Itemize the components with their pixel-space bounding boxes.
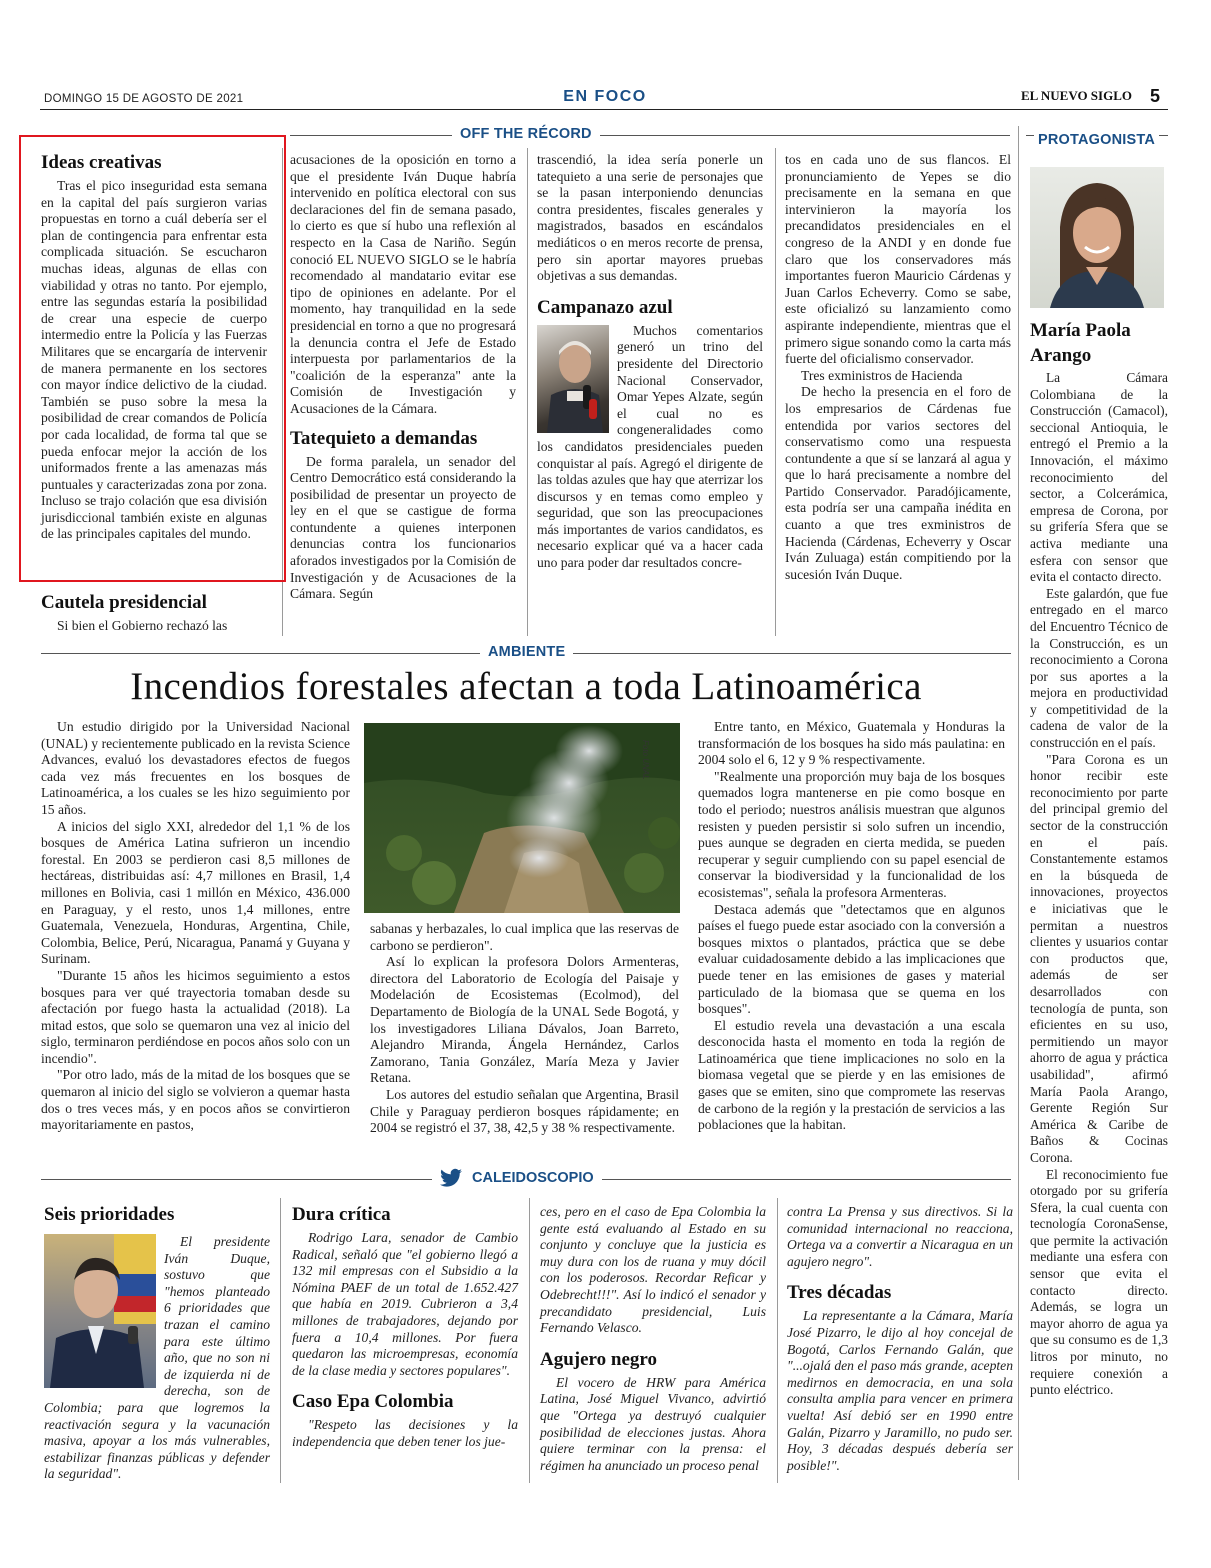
cautela-text: Si bien el Gobierno rechazó las xyxy=(57,618,228,633)
protagonista-label: PROTAGONISTA xyxy=(1034,132,1159,148)
otr-divider-2 xyxy=(527,148,528,636)
otr-col3-text: trascendió, la idea sería ponerle un tatequieto a una serie de personajes que se la pasan interponiendo denuncias contra presidentes, fiscales generales y magistrados, basados en escándalos mediáticos o en meros recorte de prensa, pero sin aportar mayores pruebas objetivas a sus demandas. xyxy=(537,152,763,284)
seis-prioridades-title: Seis prioridades xyxy=(44,1204,175,1225)
cautela-block xyxy=(41,592,267,635)
cal-divider-1 xyxy=(280,1198,281,1483)
otr-column-4 xyxy=(785,152,1011,583)
campanazo-title: Campanazo azul xyxy=(537,296,673,318)
agujero-negro-text: El vocero de HRW para América Latina, José Miguel Vivanco, advirtió que "Ortega ya destruyó cualquier posibilidad de elecciones justas. Ahora quiere terminar con la prensa: el régimen ha anunciado un proceso penal xyxy=(540,1374,766,1473)
cal-column-1 xyxy=(44,1204,270,1483)
ideas-creativas-body xyxy=(41,178,267,543)
otr-column-3 xyxy=(537,152,763,572)
cal-col4-text: contra La Prensa y sus directivos. Si la comunidad internacional no reacciona, Ortega va a convertir a Nicaragua en un agujero negro". xyxy=(787,1204,1013,1269)
ambiente-col3-p4: El estudio revela una devastación a una escala desconocida hasta el momento en toda la región de Latinoamérica que tiene implicaciones no solo en la biomasa vegetal que se pierde y en las emisiones de gases que se emiten, sino que compromete las reservas de carbono de la región y la prestación de servicios a las poblaciones que la habitan. xyxy=(698,1017,1005,1133)
ideas-creativas-text: Tras el pico inseguridad esta semana en la capital del país surgieron varias propuestas en torno a cuál debería ser el plan de contingencia para enfrentar esta complicada situación. Se escucharon muchas ideas, algunas de ellas con viabilidad y otras no tanto. Por ejemplo, entre las segundas estaría la posibilidad de crear una especie de cuerpo intermedio entre la Policía y las Fuerzas Militares que se encargaría de intervenir de manera permanente en los sectores con mayor índice delictivo de la ciudad. También se puso sobre la mesa la posibilidad de crear comandos de Policía por cada localidad, de forma tal que se pueda enfocar mejor la acción de los uniformados frente a las amenazas más puntuales y caracterizadas zona por zona. Incluso se trajo colación que esa división jurisdiccional también existe en algunas de las principales capitales del mundo. xyxy=(41,178,267,542)
ambiente-col2-p1: sabanas y herbazales, lo cual implica que las reservas de carbono se perdieron". xyxy=(370,921,679,953)
off-the-record-rule xyxy=(290,135,1010,136)
ambiente-label: AMBIENTE xyxy=(480,644,573,660)
cal-column-3 xyxy=(540,1204,766,1474)
otr-col4-text: tos en cada uno de sus flancos. El pronunciamiento de Yepes se dio precisamente en la semana en que intervinieron la mayoría los precandidatos presidenciales en el congreso de la ANDI y en donde fue claro que los conservadores más importantes fueron Mauricio Cárdenas y Juan Carlos Echeverry. Como se sabe, este oficializó su lanzamiento como aspirante independiente, mientras que el primero sigue sonando como la carta más fuerte del oficialismo conservador. xyxy=(785,152,1011,367)
twitter-bird-icon xyxy=(440,1168,462,1188)
otr-column-2 xyxy=(290,152,516,603)
off-the-record-label: OFF THE RÉCORD xyxy=(452,126,600,142)
protagonista-name: María Paola Arango xyxy=(1030,320,1131,366)
forest-fire-photo xyxy=(364,723,680,913)
omar-yepes-photo xyxy=(537,325,609,433)
ambiente-col3-p2: "Realmente una proporción muy baja de los bosques quemados logra mantenerse en pie como bosque en todo el periodo; nuestros análisis muestran que algunos resisten y pueden persistir si solo sufren un incendio, pues aunque se degraden en cierta medida, se pueden recuperar y seguir cumpliendo con su papel esencial de conservar la biodiversidad y la funcionalidad de los ecosistemas", señala la profesora Armenteras. xyxy=(698,768,1005,900)
ambiente-col1-p2: A inicios del siglo XXI, alrededor del 1,1 % de los bosques de América Latina sufrieron un incendio forestal. En 2003 se perdieron casi 8,5 millones de hectáreas, distribuidas así: 4,7 millones en Brasil, 1,4 millones en Bolivia, casi 1 millón en México, 436.000 en Paraguay, y el resto, unos 1,4 millones, entre Guatemala, Venezuela, Honduras, Argentina, Chile, Colombia, Belice, Perú, Nicaragua, Panamá y Guyana y Surinam. xyxy=(41,818,350,967)
tres-decadas-title: Tres décadas xyxy=(787,1282,892,1304)
protagonista-p4: El reconocimiento fue otorgado por su grifería Sfera, la cual cuenta con tecnología CoronaSense, que permite la activación mediante una esfera con sensor que evita el contacto directo. Además, se logra un mayor ahorro de agua ya que su consumo es de 1,3 litros por minuto, no requiere conexión a punto eléctrico. xyxy=(1030,1166,1168,1398)
cal-col3-text: ces, pero en el caso de Epa Colombia la gente está evaluando al Estado en su conjunto y concluye que la justicia es muy dura con los de ruana y muy dócil con los poderosos. Recordar Reficar y Odebrecht!!!". Así lo indicó el senador y precandidato presidencial, Luis Fernando Velasco. xyxy=(540,1204,766,1336)
otr-col4-subhead: Tres exministros de Hacienda xyxy=(801,367,963,383)
otr-col4-text-b: De hecho la presencia en el foro de los empresarios de Cárdenas fue entendida por varios sectores del conservatismo como una respuesta contundente a que sí se lanzará al agua y que lo hará precisamente a nombre del Partido Conservador. Paradójicamente, esta podría ser una campaña inédita en cuanto a que tres exministros de Hacienda (Cárdenas, Echeverry y Oscar Iván Zuluaga) están compitiendo por la sucesión Iván Duque. xyxy=(785,384,1011,582)
tatequieto-text: De forma paralela, un senador del Centro Democrático está considerando la posibilidad de presentar un proyecto de ley en el que se castigue de forma contundente a quienes interponen denuncias contra los funcionarios aforados investigados por la Comisión de Investigación y de Acusaciones de la Cámara. Según xyxy=(290,453,516,602)
header-section: EN FOCO xyxy=(563,88,647,105)
ambiente-col2-p3: Los autores del estudio señalan que Argentina, Brasil Chile y Paraguay perdieron bosques rápidamente; en 2004 se registró el 37, 38, 42,5 y 38 % respectivamente. xyxy=(370,1086,679,1136)
protagonista-p2: Este galardón, que fue entregado en el marco del Encuentro Técnico de la Construcción, es un reconocimiento a Corona por sus aportes a la mejora en productividad y competitividad de la cadena de valor de la construcción en el país. xyxy=(1030,585,1168,751)
dura-critica-title: Dura crítica xyxy=(292,1204,391,1225)
otr-column-1 xyxy=(41,152,267,543)
caso-epa-colombia-title: Caso Epa Colombia xyxy=(292,1391,454,1413)
ambiente-col1-p1: Un estudio dirigido por la Universidad Nacional (UNAL) y recientemente publicado en la revista Science Advances, evaluó los devastadores efectos de fuegos cada vez más frecuentes en los bosques de Latinoamérica, a los cuales se les hizo seguimiento por 15 años. xyxy=(41,719,350,817)
ambiente-col1-p4: "Por otro lado, más de la mitad de los bosques que se quemaron al inicio del siglo se volvieron a quemar hasta dos o tres veces más, y en pocos años se convirtieron mayoritariamente en pastos, xyxy=(41,1067,350,1133)
cautela-title: Cautela presidencial xyxy=(41,592,207,613)
ambiente-col2-p2: Así lo explican la profesora Dolors Armenteras, directora del Laboratorio de Ecología del Paisaje y Modelación de Ecosistemas (Ecolmod), del Departamento de Biología de la UNAL Sede Bogotá, y los investigadores Liliana Dávalos, Joan Barreto, Alejandro Miranda, Ángela Hernández, Carlos Zamorano, Tania González, María Meza y Javier Retana. xyxy=(370,954,679,1086)
ideas-creativas-title: Ideas creativas xyxy=(41,152,162,173)
protagonista-p3: "Para Corona es un honor recibir este reconocimiento por parte del principal gremio del sector de la construcción en el país. Constantemente estamos en la búsqueda de innovaciones, proyectos e iniciativas que le permitan a nuestros clientes y usuarios contar con productos que, además de ser desarrollados con tecnología de punta, son eficientes en su uso, permitiendo un mayor ahorro de agua y práctica usabilidad", afirmó María Paola Arango, Gerente Región Sur América & Caribe de Baños & Cocinas Corona. xyxy=(1030,751,1168,1165)
agujero-negro-title: Agujero negro xyxy=(540,1348,657,1370)
ambiente-column-3 xyxy=(698,719,1005,1134)
header-paper-name: EL NUEVO SIGLO xyxy=(1021,88,1132,103)
seis-prioridades-text: El presidente Iván Duque, sostuvo que "hemos planteado 6 prioridades que trazan el camino para este último año, que no son ni de izquierda ni de derecha, son de Colombia; para que logremos la reactivación segura y la vacunación masiva, apoyar a los más vulnerables, estabilizar finanzas públicas y defender la seguridad". xyxy=(44,1234,270,1482)
tres-decadas-text: La representante a la Cámara, María José Pizarro, le dijo al hoy concejal de Bogotá, Carlos Fernando Galán, que "...ojalá den el paso más grande, acepten medirnos en democracia, en una sola consulta amplia para vencer en primera vuelta! Así debió ser en 1990 entre Galán, Pizarro y Jaramillo, no pudo ser. Hoy, 3 décadas después debería ser posible!". xyxy=(787,1308,1013,1473)
otr-col2-text: acusaciones de la oposición en torno a que el presidente Iván Duque habría intervenido en política electoral con sus declaraciones del fin de semana pasado, lo cierto es que sí hubo una reflexión al respecto en la Casa de Nariño. Según conoció EL NUEVO SIGLO se le habría recomendado al mandatario evitar ese tipo de opiniones en adelante. Por el momento, hay tranquilidad en la sede presidencial en torno a que no progresará la denuncia contra el Jefe de Estado interpuesta por parlamentarios de la "coalición de la esperanza" ante la Comisión de Investigación y Acusaciones de la Cámara. xyxy=(290,152,516,416)
ambiente-col1-p3: "Durante 15 años les hicimos seguimiento a estos bosques para ver qué trayectoria tomaban desde su afectación por fuego hasta la actualidad (2018). La mitad estos, que solo se quemaron una vez al inicio del siglo, terminaron perdiéndose en pocos años solo con un incendio". xyxy=(41,967,350,1066)
ambiente-col3-p1: Entre tanto, en México, Guatemala y Honduras la transformación de los bosques ha sido más paulatina: en 2004 solo el 6, 12 y 9 % respectivamente. xyxy=(698,719,1005,768)
tatequieto-title: Tatequieto a demandas xyxy=(290,427,478,449)
ambiente-col3-p3: Destaca además que "detectamos que en algunos países el fuego puede estar asociado con la conversión a bosques mixtos o plantados, práctica que se debe evaluar cuidadosamente debido a las implicaciones que puede tener en las emisiones de gases y material particulado de la biomasa que se quema en los bosques". xyxy=(698,901,1005,1017)
ambiente-column-2 xyxy=(370,921,679,1137)
dura-critica-text: Rodrigo Lara, senador de Cambio Radical, señaló que "el gobierno llegó a 132 mil empresas con el Subsidio a la Nómina PAEF de un total de 1.652.427 que había en 2019. Cubrieron a 3,4 millones de trabajadores, dejando por fuera a 10,4 millones. Por fuera quedaron las microempresas, economía de la clase media y sectores populares". xyxy=(292,1230,518,1378)
header-page-number: 5 xyxy=(1150,86,1161,106)
ivan-duque-photo xyxy=(44,1234,156,1388)
otr-divider-3 xyxy=(775,148,776,636)
cal-divider-3 xyxy=(777,1198,778,1483)
maria-paola-arango-photo xyxy=(1030,167,1164,308)
caleidoscopio-label: CALEIDOSCOPIO xyxy=(472,1170,594,1186)
photo-credit: Foto UNAL xyxy=(641,740,650,780)
ambiente-headline: Incendios forestales afectan a toda Latinoamérica xyxy=(130,665,922,708)
caso-epa-colombia-text: "Respeto las decisiones y la independencia que deben tener los jue- xyxy=(292,1417,518,1449)
cal-column-4 xyxy=(787,1204,1013,1474)
protagonista-block xyxy=(1030,318,1168,1399)
header-rule xyxy=(40,109,1168,110)
caleidoscopio-label-group xyxy=(432,1168,602,1188)
campanazo-text: Muchos comentarios generó un trino del presidente del Directorio Nacional Conservador, Omar Yepes Alzate, según el cual no es congeneralidades como los candidatos presidenciales pueden conquistar al país. Agregó el dirigente de las toldas azules que hay que aterrizar los discursos y en temas como empleo y seguridad, que son las preocupaciones más importantes de varios candidatos, es necesario explicar qué va a hacer cada uno para poder dar resultados concre- xyxy=(537,322,763,571)
cal-divider-2 xyxy=(529,1198,530,1483)
cal-column-2 xyxy=(292,1204,518,1451)
main-protagonista-divider xyxy=(1018,126,1019,1480)
protagonista-p1: La Cámara Colombiana de la Construcción (Camacol), seccional Antioquia, le entregó el Premio a la Innovación, el máximo reconocimiento del sector, a Colcerámica, empresa de Corona, por su grifería Sfera que se activa mediante una esfera con sensor que evita el contacto directo. xyxy=(1030,370,1168,585)
ambiente-column-1 xyxy=(41,719,350,1134)
header-date: DOMINGO 15 DE AGOSTO DE 2021 xyxy=(44,93,244,105)
